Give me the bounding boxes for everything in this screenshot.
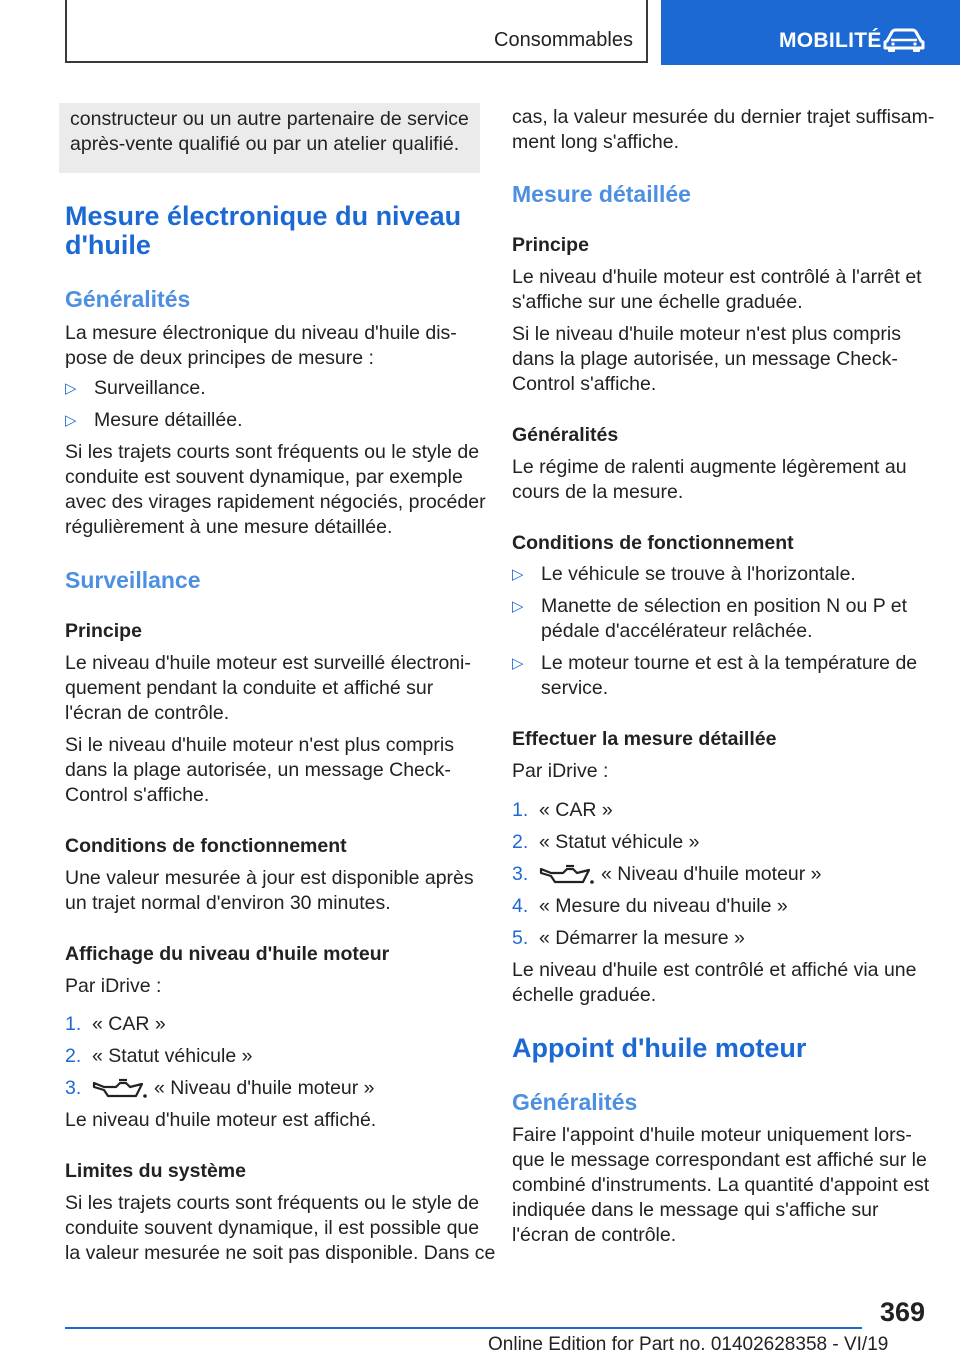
continued-note-box	[59, 103, 480, 173]
paragraph: Le niveau d'huile est contrôlé et affiché via une échelle graduée.	[512, 959, 917, 1006]
paragraph: Si le niveau d'huile moteur n'est plus compris dans la plage autorisée, un message Check- Control s'affiche.	[512, 323, 901, 395]
paragraph: Si les trajets courts sont fréquents ou le style de conduite est souvent dynamique, par exemple avec des virages rapidement négociés, procéder régulièrement à une mesure détaillée.	[65, 441, 486, 538]
page-number: 369	[880, 1297, 926, 1327]
paragraph: Si le niveau d'huile moteur n'est plus compris dans la plage autorisée, un message Check- Control s'affiche.	[65, 734, 454, 806]
heading-generalites: Généralités	[512, 1089, 638, 1115]
triangle-bullet-icon: ▷	[65, 380, 77, 397]
heading-conditions: Conditions de fonctionnement	[65, 835, 347, 857]
footer-divider	[65, 1327, 862, 1329]
section-title-mesure-electronique: Mesure électronique du niveau d'huile	[65, 201, 462, 260]
heading-mesure-detaillee: Mesure détaillée	[512, 181, 691, 207]
heading-effectuer: Effectuer la mesure détaillée	[512, 728, 777, 750]
oil-can-icon	[92, 1078, 148, 1100]
heading-limites: Limites du système	[65, 1160, 246, 1182]
triangle-bullet-icon: ▷	[512, 655, 524, 672]
section-title: Consommables	[494, 29, 633, 51]
paragraph: cas, la valeur mesurée du dernier trajet suffisam- ment long s'affiche.	[512, 106, 935, 153]
paragraph: Par iDrive :	[512, 760, 609, 782]
paragraph: Le régime de ralenti augmente légèrement au cours de la mesure.	[512, 456, 907, 503]
oil-can-icon	[539, 864, 595, 886]
triangle-bullet-icon: ▷	[512, 598, 524, 615]
paragraph: Par iDrive :	[65, 975, 162, 997]
paragraph: Le niveau d'huile moteur est contrôlé à l'arrêt et s'affiche sur une échelle graduée.	[512, 266, 922, 313]
heading-surveillance: Surveillance	[65, 567, 201, 593]
paragraph: Le niveau d'huile moteur est surveillé électroni- quement pendant la conduite et affiché sur l'écran de contrôle.	[65, 652, 471, 724]
paragraph: La mesure électronique du niveau d'huile dis- pose de deux principes de mesure :	[65, 322, 457, 369]
paragraph: Si les trajets courts sont fréquents ou le style de conduite souvent dynamique, il est possible que la valeur mesurée ne soit pas disponible. Dans ce	[65, 1192, 496, 1264]
chapter-title: MOBILITÉ	[779, 29, 882, 52]
heading-conditions: Conditions de fonctionnement	[512, 532, 794, 554]
section-title-appoint: Appoint d'huile moteur	[512, 1033, 807, 1063]
car-icon	[883, 27, 925, 53]
heading-generalites: Généralités	[65, 286, 191, 312]
footer-edition: Online Edition for Part no. 01402628358 - VI/19	[488, 1334, 889, 1355]
header-section-tab	[65, 0, 648, 63]
paragraph: Une valeur mesurée à jour est disponible après un trajet normal d'environ 30 minutes.	[65, 867, 474, 914]
heading-principe: Principe	[512, 234, 589, 256]
paragraph: Le niveau d'huile moteur est affiché.	[65, 1109, 377, 1131]
paragraph: Faire l'appoint d'huile moteur uniquement lors- que le message correspondant est affiché sur le combiné d'instruments. La quantité d'appoint est indiquée dans le message qui s'affiche sur l'écran de contrôle.	[512, 1124, 930, 1246]
header-chapter-tab	[661, 0, 960, 65]
triangle-bullet-icon: ▷	[512, 566, 524, 583]
triangle-bullet-icon: ▷	[65, 412, 77, 429]
heading-affichage: Affichage du niveau d'huile moteur	[65, 943, 390, 965]
heading-generalites: Généralités	[512, 424, 619, 446]
heading-principe: Principe	[65, 620, 142, 642]
continued-note: constructeur ou un autre partenaire de service après-vente qualifié ou par un atelier qualifié.	[70, 108, 469, 155]
